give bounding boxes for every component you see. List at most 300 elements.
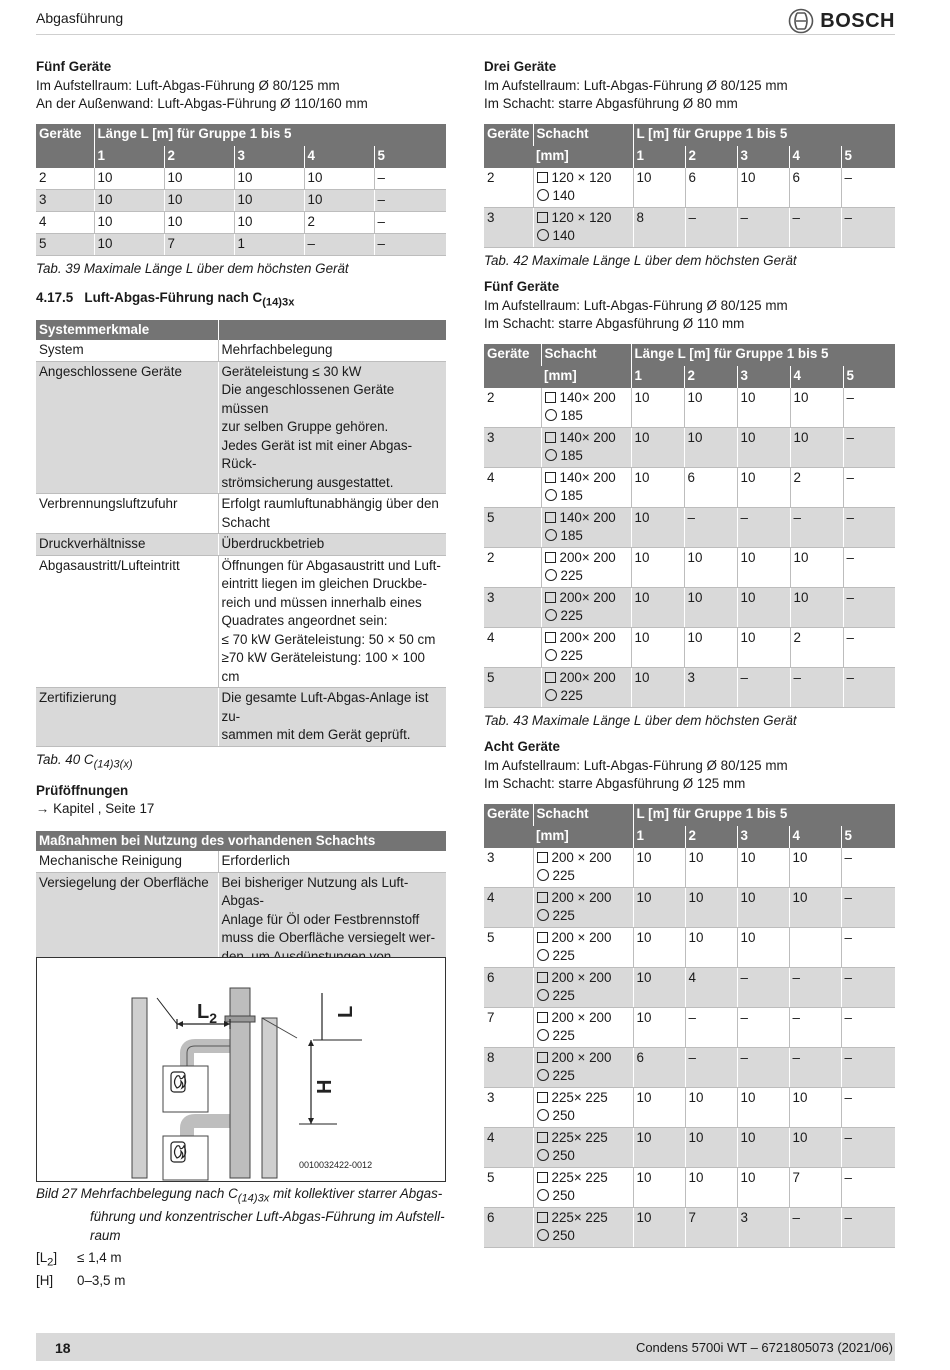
square-size: 225× 225	[551, 1209, 608, 1225]
length-value: –	[841, 1047, 895, 1087]
table-cell: –	[374, 212, 446, 234]
header-row	[484, 826, 895, 848]
length-value: –	[843, 667, 895, 707]
legend	[36, 1249, 336, 1295]
column-header: Schacht	[533, 804, 633, 826]
table-cell: 10	[304, 168, 374, 190]
shaft-size	[533, 1007, 633, 1047]
header-row	[484, 344, 895, 366]
length-value: –	[841, 1007, 895, 1047]
value-line: Quadrates angeordnet sein:	[221, 613, 388, 629]
length-value: 10	[737, 848, 789, 888]
length-value: –	[685, 1047, 737, 1087]
table-row	[36, 234, 446, 256]
bosch-armature-icon	[788, 8, 814, 34]
shaft-size	[533, 1167, 633, 1207]
length-value: 10	[790, 587, 843, 627]
square-shaft-icon	[545, 632, 556, 643]
square-size: 120 × 120	[551, 209, 612, 225]
table-cell: 10	[234, 190, 304, 212]
table-cell: 10	[234, 212, 304, 234]
square-shaft-icon	[537, 852, 548, 863]
flue-system-illustration	[37, 958, 445, 1181]
table-row	[484, 1047, 895, 1087]
length-value: 10	[631, 667, 684, 707]
round-shaft-icon	[537, 1069, 549, 1081]
length-value: –	[841, 1167, 895, 1207]
group-header: 3	[234, 146, 304, 168]
shaft-size	[533, 927, 633, 967]
group-header: 5	[374, 146, 446, 168]
table-caption: Tab. 40 $C_{(14)3(x)}$	[36, 751, 133, 771]
square-size: 140× 200	[559, 509, 616, 525]
group-header: 3	[737, 146, 789, 168]
length-value: 10	[737, 467, 790, 507]
length-value: –	[737, 667, 790, 707]
length-value: –	[737, 967, 789, 1007]
round-size: 225	[552, 868, 575, 883]
device-count: 5	[484, 667, 541, 707]
square-shaft-icon	[545, 512, 556, 523]
round-shaft-icon	[545, 689, 557, 701]
length-value: 10	[631, 587, 684, 627]
length-value: 10	[789, 848, 841, 888]
length-value: –	[841, 887, 895, 927]
column-header: Geräte	[484, 804, 533, 848]
length-value: –	[789, 1207, 841, 1247]
group-header: 5	[841, 146, 895, 168]
five-devices-heading: Fünf Geräte	[36, 59, 112, 74]
table-cell: 10	[164, 212, 234, 234]
length-value: –	[737, 1007, 789, 1047]
table-row	[484, 388, 895, 428]
square-shaft-icon	[545, 672, 556, 683]
length-value: –	[843, 467, 895, 507]
device-count: 3	[484, 1087, 533, 1127]
shaft-size	[541, 507, 631, 547]
round-size: 225	[552, 988, 575, 1003]
length-value: –	[841, 848, 895, 888]
value-line: Bei bisheriger Nutzung als Luft-Abgas-	[221, 874, 409, 909]
group-header: 4	[789, 826, 841, 848]
square-size: 225× 225	[551, 1089, 608, 1105]
square-shaft-icon	[537, 1052, 548, 1063]
length-value: 10	[685, 927, 737, 967]
round-shaft-icon	[537, 909, 549, 921]
square-shaft-icon	[537, 1092, 548, 1103]
round-size: 250	[552, 1148, 575, 1163]
table-row	[484, 547, 895, 587]
five-devices-line1: Im Aufstellraum: Luft-Abgas-Führung Ø 80/125 mm	[36, 77, 340, 93]
square-shaft-icon	[545, 392, 556, 403]
length-value: –	[789, 207, 841, 247]
property-name: Angeschlossene Geräte	[36, 361, 218, 494]
length-value: –	[843, 547, 895, 587]
square-shaft-icon	[545, 552, 556, 563]
group-header: 2	[164, 146, 234, 168]
table-cell: –	[374, 234, 446, 256]
device-count: 3	[484, 207, 533, 247]
shaft-size	[533, 207, 633, 247]
length-value: –	[737, 507, 790, 547]
square-shaft-icon	[537, 1132, 548, 1143]
table-caption: Tab. 43 Maximale Länge L über dem höchsten Gerät	[484, 712, 797, 728]
table-row	[484, 427, 895, 467]
group-header: 3	[737, 826, 789, 848]
length-value: –	[684, 507, 737, 547]
group-header: 2	[684, 366, 737, 388]
length-value: 10	[631, 427, 684, 467]
length-value: 10	[633, 887, 685, 927]
table-cell: 10	[164, 168, 234, 190]
length-value: –	[843, 427, 895, 467]
round-size: 225	[560, 648, 583, 663]
length-value: 10	[737, 168, 789, 208]
round-shaft-icon	[545, 569, 557, 581]
length-value: 6	[685, 168, 737, 208]
square-size: 200 × 200	[551, 929, 612, 945]
square-shaft-icon	[537, 172, 548, 183]
table-row	[484, 587, 895, 627]
length-value: 10	[631, 627, 684, 667]
device-count: 4	[484, 627, 541, 667]
column-header: Schacht	[541, 344, 631, 366]
length-value: 10	[790, 388, 843, 428]
column-header: Länge L [m] für Gruppe 1 bis 5	[631, 344, 895, 366]
length-value: 10	[737, 1167, 789, 1207]
value-line: Jedes Gerät ist mit einer Abgas-Rück-	[221, 437, 413, 472]
shaft-size	[533, 967, 633, 1007]
property-name: Zertifizierung	[36, 688, 218, 747]
table-cell: 1	[234, 234, 304, 256]
group-header: 5	[843, 366, 895, 388]
length-value: 10	[789, 1087, 841, 1127]
square-size: 200 × 200	[551, 969, 612, 985]
group-header: 1	[633, 146, 685, 168]
length-value: –	[789, 967, 841, 1007]
length-value: 10	[737, 927, 789, 967]
round-size: 225	[560, 608, 583, 623]
value-line: Mehrfachbelegung	[221, 342, 333, 358]
length-value: –	[841, 967, 895, 1007]
round-size: 140	[552, 228, 575, 243]
section-title: Abgasführung	[36, 10, 124, 26]
section-number: 4.17.5	[36, 289, 74, 305]
length-value: 10	[685, 848, 737, 888]
chapter-link[interactable]: → Kapitel , Seite 17	[36, 801, 155, 817]
length-value: 10	[633, 1007, 685, 1047]
group-header: 2	[685, 826, 737, 848]
figure-caption: Bild 27 Mehrfachbelegung nach $C_{(14)3x}$ mit kollektiver starrer Abgas- führung und konzentrischer Luft-Abgas-Führung im Aufstell- raum	[36, 1186, 445, 1243]
table-cell: 5	[36, 234, 94, 256]
square-size: 140× 200	[559, 469, 616, 485]
group-header: 2	[685, 146, 737, 168]
length-value: 10	[633, 967, 685, 1007]
length-value: 10	[737, 627, 790, 667]
round-shaft-icon	[537, 1229, 549, 1241]
round-shaft-icon	[545, 609, 557, 621]
length-value: 10	[633, 1127, 685, 1167]
eight-devices-line2: Im Schacht: starre Abgasführung Ø 125 mm	[484, 776, 746, 791]
table-row	[36, 212, 446, 234]
brand-logo	[788, 8, 895, 34]
length-value: 10	[631, 507, 684, 547]
device-count: 6	[484, 1207, 533, 1247]
value-line: Erfolgt raumluftunabhängig über den	[221, 496, 439, 512]
round-shaft-icon	[537, 189, 549, 201]
round-shaft-icon	[545, 649, 557, 661]
round-size: 185	[560, 528, 583, 543]
column-header: Maßnahmen bei Nutzung des vorhandenen Schachts	[36, 831, 446, 852]
five-devices-shaft-line1: Im Aufstellraum: Luft-Abgas-Führung Ø 80/125 mm	[484, 297, 788, 313]
square-shaft-icon	[537, 1172, 548, 1183]
table-row	[484, 207, 895, 247]
round-shaft-icon	[537, 1109, 549, 1121]
table-cell: –	[374, 190, 446, 212]
group-header: 1	[631, 366, 684, 388]
group-header: 3	[737, 366, 790, 388]
group-header: 1	[633, 826, 685, 848]
device-count: 2	[484, 388, 541, 428]
value-line: Erforderlich	[221, 853, 290, 869]
header-row	[484, 146, 895, 168]
length-value	[789, 927, 841, 967]
length-value: 10	[790, 427, 843, 467]
length-value: 3	[684, 667, 737, 707]
table-43	[484, 344, 895, 708]
length-value: 10	[631, 388, 684, 428]
eight-devices-heading: Acht Geräte	[484, 739, 560, 754]
table-cell: 4	[36, 212, 94, 234]
column-header: L [m] für Gruppe 1 bis 5	[633, 804, 895, 826]
length-value: –	[843, 587, 895, 627]
device-count: 6	[484, 967, 533, 1007]
shaft-size	[533, 887, 633, 927]
three-devices-line2: Im Schacht: starre Abgasführung Ø 80 mm	[484, 96, 738, 111]
length-value: 7	[789, 1167, 841, 1207]
round-size: 140	[552, 188, 575, 203]
length-value: 10	[633, 1207, 685, 1247]
length-value: 10	[633, 1087, 685, 1127]
device-count: 7	[484, 1007, 533, 1047]
square-shaft-icon	[537, 892, 548, 903]
table-cell: 10	[164, 190, 234, 212]
table-row	[484, 887, 895, 927]
legend-value: 0–3,5 m	[77, 1273, 126, 1289]
length-value: 10	[737, 388, 790, 428]
length-value: –	[841, 168, 895, 208]
square-size: 200× 200	[559, 589, 616, 605]
square-shaft-icon	[537, 1012, 548, 1023]
table-row	[484, 667, 895, 707]
page-number: 18	[55, 1340, 71, 1356]
shaft-size	[533, 1127, 633, 1167]
table-cell: 7	[164, 234, 234, 256]
table-row	[484, 507, 895, 547]
length-value: 4	[685, 967, 737, 1007]
length-value: 10	[685, 1127, 737, 1167]
table-row	[484, 1207, 895, 1247]
round-size: 225	[552, 908, 575, 923]
length-value: 10	[737, 887, 789, 927]
square-shaft-icon	[537, 932, 548, 943]
length-value: 10	[737, 427, 790, 467]
length-value: 10	[633, 927, 685, 967]
property-value	[218, 534, 446, 556]
length-value: 2	[790, 467, 843, 507]
table-40	[36, 320, 446, 747]
unit-header: [mm]	[533, 826, 633, 848]
installation-diagram	[36, 957, 446, 1182]
length-value: 10	[684, 627, 737, 667]
figure-code: 0010032422-0012	[299, 1160, 373, 1170]
shaft-size	[541, 427, 631, 467]
table-cell: 10	[304, 190, 374, 212]
value-line: eintritt liegen im gleichen Druckbe-	[221, 576, 427, 592]
length-value: 10	[633, 848, 685, 888]
device-count: 4	[484, 887, 533, 927]
property-value	[218, 688, 446, 747]
table-caption: Tab. 39 Maximale Länge L über dem höchsten Gerät	[36, 261, 349, 276]
length-value: 10	[684, 547, 737, 587]
value-line: muss die Oberfläche versiegelt wer-	[221, 930, 436, 946]
length-value: 10	[684, 427, 737, 467]
shaft-size	[533, 1207, 633, 1247]
table-cell: 3	[36, 190, 94, 212]
table-42	[484, 124, 895, 248]
table-cell: –	[374, 168, 446, 190]
table-row	[36, 190, 446, 212]
property-name: Versiegelung der Oberfläche	[36, 872, 218, 1042]
group-header: 4	[789, 146, 841, 168]
legend-key: [H]	[36, 1273, 54, 1289]
length-value: –	[841, 207, 895, 247]
property-name: Mechanische Reinigung	[36, 851, 218, 872]
length-value: 7	[685, 1207, 737, 1247]
table-cell: –	[304, 234, 374, 256]
length-value: –	[843, 388, 895, 428]
shaft-size	[541, 388, 631, 428]
shaft-size	[533, 1047, 633, 1087]
length-value: –	[841, 1127, 895, 1167]
table-caption: Tab. 42 Maximale Länge L über dem höchsten Gerät	[484, 252, 797, 268]
five-devices-shaft-heading: Fünf Geräte	[484, 279, 560, 294]
value-line: Die gesamte Luft-Abgas-Anlage ist zu-	[221, 690, 429, 724]
round-shaft-icon	[537, 229, 549, 241]
document-id: Condens 5700i WT – 6721805073 (2021/06)	[635, 1340, 893, 1355]
table-row	[36, 168, 446, 190]
device-count: 4	[484, 1127, 533, 1167]
eight-devices-line1: Im Aufstellraum: Luft-Abgas-Führung Ø 80/125 mm	[484, 757, 788, 773]
label-l: L	[335, 1005, 357, 1018]
shaft-size	[541, 587, 631, 627]
length-value: –	[843, 507, 895, 547]
five-devices-shaft-line2: Im Schacht: starre Abgasführung Ø 110 mm	[484, 316, 745, 331]
table-row	[36, 361, 446, 494]
length-value: –	[790, 507, 843, 547]
column-header: L [m] für Gruppe 1 bis 5	[633, 124, 895, 146]
legend-value: ≤ 1,4 m	[77, 1250, 122, 1265]
length-value: 10	[790, 547, 843, 587]
square-size: 200 × 200	[551, 1009, 612, 1025]
property-name: Druckverhältnisse	[36, 534, 218, 556]
left-column	[36, 58, 446, 1070]
value-line: Schacht	[221, 514, 270, 530]
round-size: 250	[552, 1108, 575, 1123]
legend-item	[36, 1249, 336, 1272]
section-title-text: Luft-Abgas-Führung nach C	[84, 289, 263, 305]
table-cell: 10	[94, 190, 164, 212]
header-rule	[36, 34, 895, 35]
header-row	[484, 804, 895, 826]
table-row	[484, 1167, 895, 1207]
right-column	[484, 58, 895, 1248]
device-count: 3	[484, 848, 533, 888]
table-row	[484, 467, 895, 507]
length-value: 10	[737, 1087, 789, 1127]
table-row	[36, 555, 446, 688]
value-line: sammen mit dem Gerät geprüft.	[221, 727, 411, 743]
property-value	[218, 851, 446, 872]
square-shaft-icon	[537, 1212, 548, 1223]
device-count: 5	[484, 927, 533, 967]
shaft-size	[541, 467, 631, 507]
round-shaft-icon	[537, 989, 549, 1001]
table-cell: 10	[94, 168, 164, 190]
section-heading	[36, 289, 446, 312]
round-shaft-icon	[545, 409, 557, 421]
three-devices-heading: Drei Geräte	[484, 59, 557, 74]
round-size: 185	[560, 488, 583, 503]
length-value: 10	[737, 587, 790, 627]
table-39	[36, 124, 446, 257]
length-value: 10	[631, 547, 684, 587]
length-value: –	[841, 927, 895, 967]
length-value: –	[737, 207, 789, 247]
length-value: –	[685, 1007, 737, 1047]
label-l2: $L_2$	[197, 1001, 218, 1026]
property-value	[218, 340, 446, 361]
five-devices-line2: An der Außenwand: Luft-Abgas-Führung Ø 110/160 mm	[36, 96, 368, 111]
value-line: ≥70 kW Geräteleistung: 100 × 100 cm	[221, 650, 425, 684]
square-size: 225× 225	[551, 1129, 608, 1145]
round-size: 250	[552, 1188, 575, 1203]
length-value: 10	[789, 1127, 841, 1167]
property-value	[218, 361, 446, 494]
table-row	[36, 340, 446, 361]
table-44	[484, 804, 895, 1248]
column-header: Schacht	[533, 124, 633, 146]
square-size: 200× 200	[559, 669, 616, 685]
property-name: Verbrennungsluftzufuhr	[36, 494, 218, 534]
square-size: 200 × 200	[551, 1049, 612, 1065]
table-cell: 2	[36, 168, 94, 190]
column-header: Geräte	[484, 124, 533, 168]
device-count: 8	[484, 1047, 533, 1087]
header-row	[484, 124, 895, 146]
length-value: 6	[789, 168, 841, 208]
square-shaft-icon	[545, 432, 556, 443]
device-count: 4	[484, 467, 541, 507]
device-count: 3	[484, 427, 541, 467]
length-value: 3	[737, 1207, 789, 1247]
column-header: Länge L [m] für Gruppe 1 bis 5	[94, 124, 446, 146]
square-size: 200× 200	[559, 629, 616, 645]
square-shaft-icon	[537, 972, 548, 983]
table-row	[484, 1087, 895, 1127]
device-count: 2	[484, 168, 533, 208]
square-size: 225× 225	[551, 1169, 608, 1185]
